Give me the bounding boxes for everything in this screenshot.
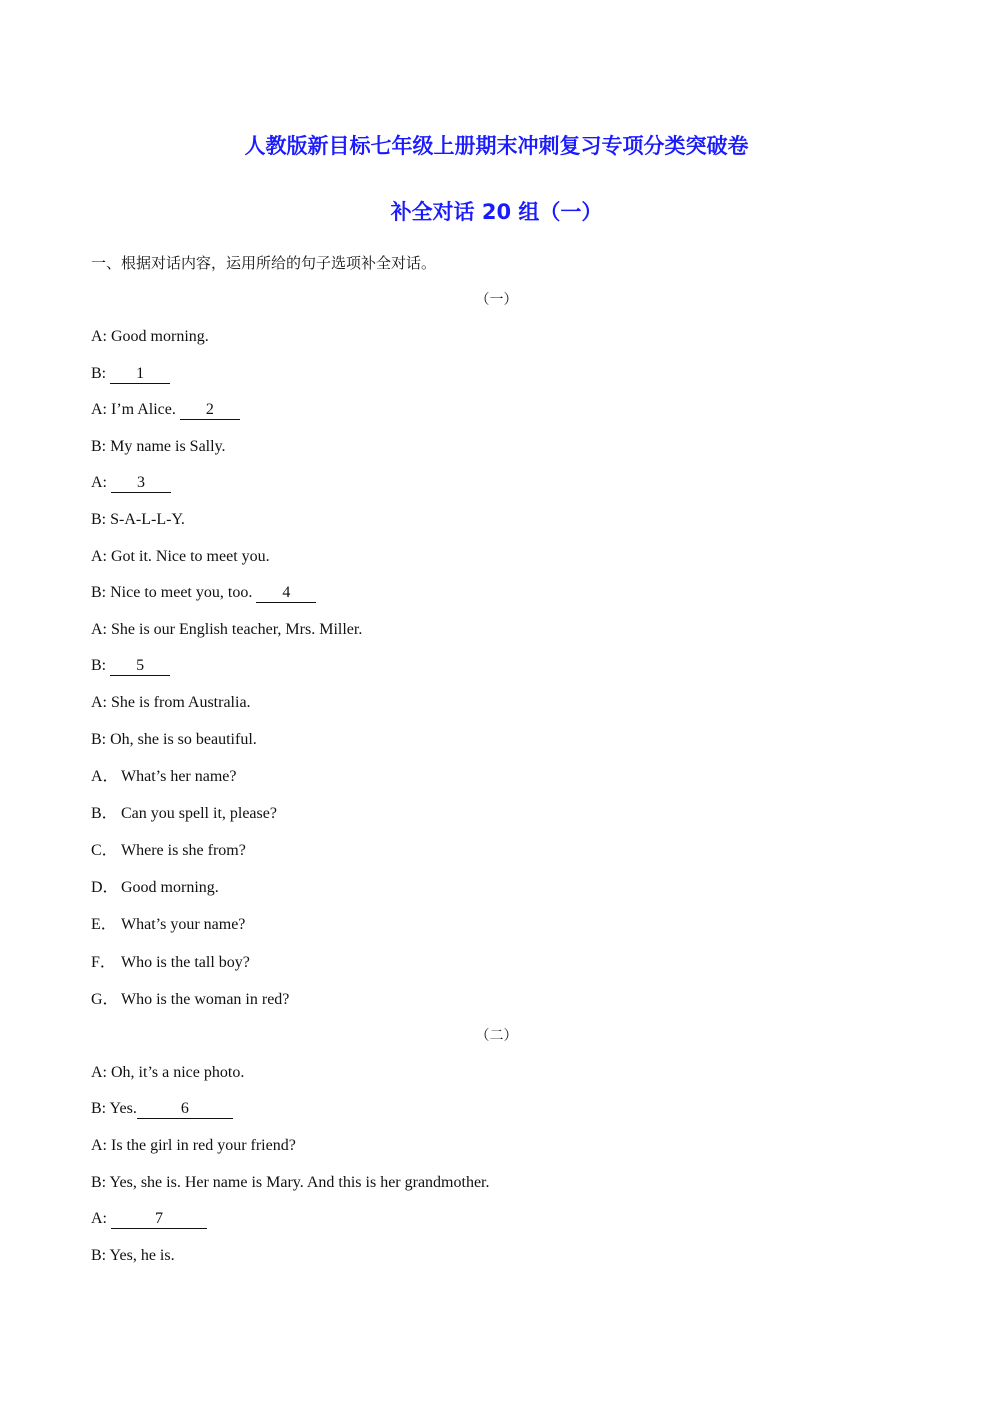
dialogue-line bbox=[91, 1211, 207, 1229]
option-text: Who is the tall boy? bbox=[121, 954, 250, 971]
instruction-text: 一、根据对话内容，运用所给的句子选项补全对话。 bbox=[91, 254, 437, 272]
speaker: A: bbox=[91, 548, 107, 565]
option-text: Can you spell it, please? bbox=[121, 805, 277, 822]
answer-blank[interactable]: 1 bbox=[110, 366, 170, 384]
speaker: B: bbox=[91, 1247, 107, 1264]
speaker: A: bbox=[91, 1210, 107, 1227]
dialogue-text: My name is Sally. bbox=[110, 438, 226, 455]
dialogue-text: Is the girl in red your friend? bbox=[111, 1137, 296, 1154]
dialogue-line bbox=[91, 695, 251, 711]
dialogue-text: S-A-L-L-Y. bbox=[110, 511, 185, 528]
dialogue-line bbox=[91, 585, 316, 603]
option-text: Good morning. bbox=[121, 879, 219, 896]
dialogue-line bbox=[91, 1138, 296, 1154]
option-letter: F． bbox=[91, 954, 116, 971]
dialogue-text: Yes. bbox=[109, 1100, 137, 1117]
speaker: A: bbox=[91, 621, 107, 638]
answer-blank[interactable]: 7 bbox=[111, 1211, 207, 1229]
dialogue-text: Oh, she is so beautiful. bbox=[110, 731, 257, 748]
dialogue-text: Yes, she is. Her name is Mary. And this is her grandmother. bbox=[109, 1174, 490, 1191]
dialogue-text: I’m Alice. bbox=[111, 401, 176, 418]
answer-blank[interactable]: 4 bbox=[256, 585, 316, 603]
dialogue-line bbox=[91, 1175, 490, 1191]
speaker: A: bbox=[91, 328, 107, 345]
option-item bbox=[91, 955, 250, 971]
dialogue-line bbox=[91, 439, 226, 455]
option-letter: C． bbox=[91, 842, 118, 859]
dialogue-line bbox=[91, 549, 270, 565]
option-text: Where is she from? bbox=[121, 842, 246, 859]
speaker: A: bbox=[91, 694, 107, 711]
speaker: A: bbox=[91, 474, 107, 491]
dialogue-line bbox=[91, 732, 257, 748]
dialogue-text: Yes, he is. bbox=[109, 1247, 175, 1264]
dialogue-line bbox=[91, 1248, 175, 1264]
dialogue-text: Nice to meet you, too. bbox=[110, 584, 253, 601]
answer-blank[interactable]: 3 bbox=[111, 475, 171, 493]
answer-blank[interactable]: 2 bbox=[180, 402, 240, 420]
speaker: A: bbox=[91, 401, 107, 418]
speaker: B: bbox=[91, 438, 107, 455]
section-label: （二） bbox=[475, 1028, 518, 1044]
dialogue-text: She is our English teacher, Mrs. Miller. bbox=[111, 621, 363, 638]
dialogue-text: Good morning. bbox=[111, 328, 209, 345]
speaker: B: bbox=[91, 1100, 107, 1117]
dialogue-line bbox=[91, 512, 185, 528]
dialogue-line bbox=[91, 658, 170, 676]
dialogue-text: She is from Australia. bbox=[111, 694, 251, 711]
dialogue-line bbox=[91, 1101, 233, 1119]
option-letter: E． bbox=[91, 916, 117, 933]
speaker: B: bbox=[91, 657, 107, 674]
speaker: B: bbox=[91, 511, 107, 528]
option-text: What’s your name? bbox=[121, 916, 246, 933]
option-text: Who is the woman in red? bbox=[121, 991, 290, 1008]
option-item bbox=[91, 843, 246, 859]
document-subtitle: 补全对话 20 组（一） bbox=[390, 200, 603, 224]
dialogue-text: Got it. Nice to meet you. bbox=[111, 548, 270, 565]
dialogue-line bbox=[91, 329, 209, 345]
speaker: B: bbox=[91, 365, 107, 382]
dialogue-line bbox=[91, 622, 362, 638]
option-item bbox=[91, 880, 219, 896]
option-item bbox=[91, 917, 245, 933]
option-item bbox=[91, 992, 289, 1008]
speaker: B: bbox=[91, 584, 107, 601]
answer-blank[interactable]: 6 bbox=[137, 1101, 233, 1119]
option-letter: B． bbox=[91, 805, 118, 822]
speaker: B: bbox=[91, 731, 107, 748]
dialogue-line bbox=[91, 1065, 244, 1081]
section-label: （一） bbox=[475, 292, 518, 308]
dialogue-line bbox=[91, 366, 170, 384]
speaker: A: bbox=[91, 1064, 107, 1081]
option-text: What’s her name? bbox=[121, 768, 237, 785]
option-item bbox=[91, 806, 277, 822]
dialogue-text: Oh, it’s a nice photo. bbox=[111, 1064, 245, 1081]
dialogue-line bbox=[91, 475, 171, 493]
option-letter: A． bbox=[91, 768, 119, 785]
option-letter: D． bbox=[91, 879, 119, 896]
dialogue-line bbox=[91, 402, 240, 420]
document-title: 人教版新目标七年级上册期末冲刺复习专项分类突破卷 bbox=[244, 134, 749, 158]
option-letter: G． bbox=[91, 991, 119, 1008]
speaker: B: bbox=[91, 1174, 107, 1191]
option-item bbox=[91, 769, 237, 785]
answer-blank[interactable]: 5 bbox=[110, 658, 170, 676]
speaker: A: bbox=[91, 1137, 107, 1154]
